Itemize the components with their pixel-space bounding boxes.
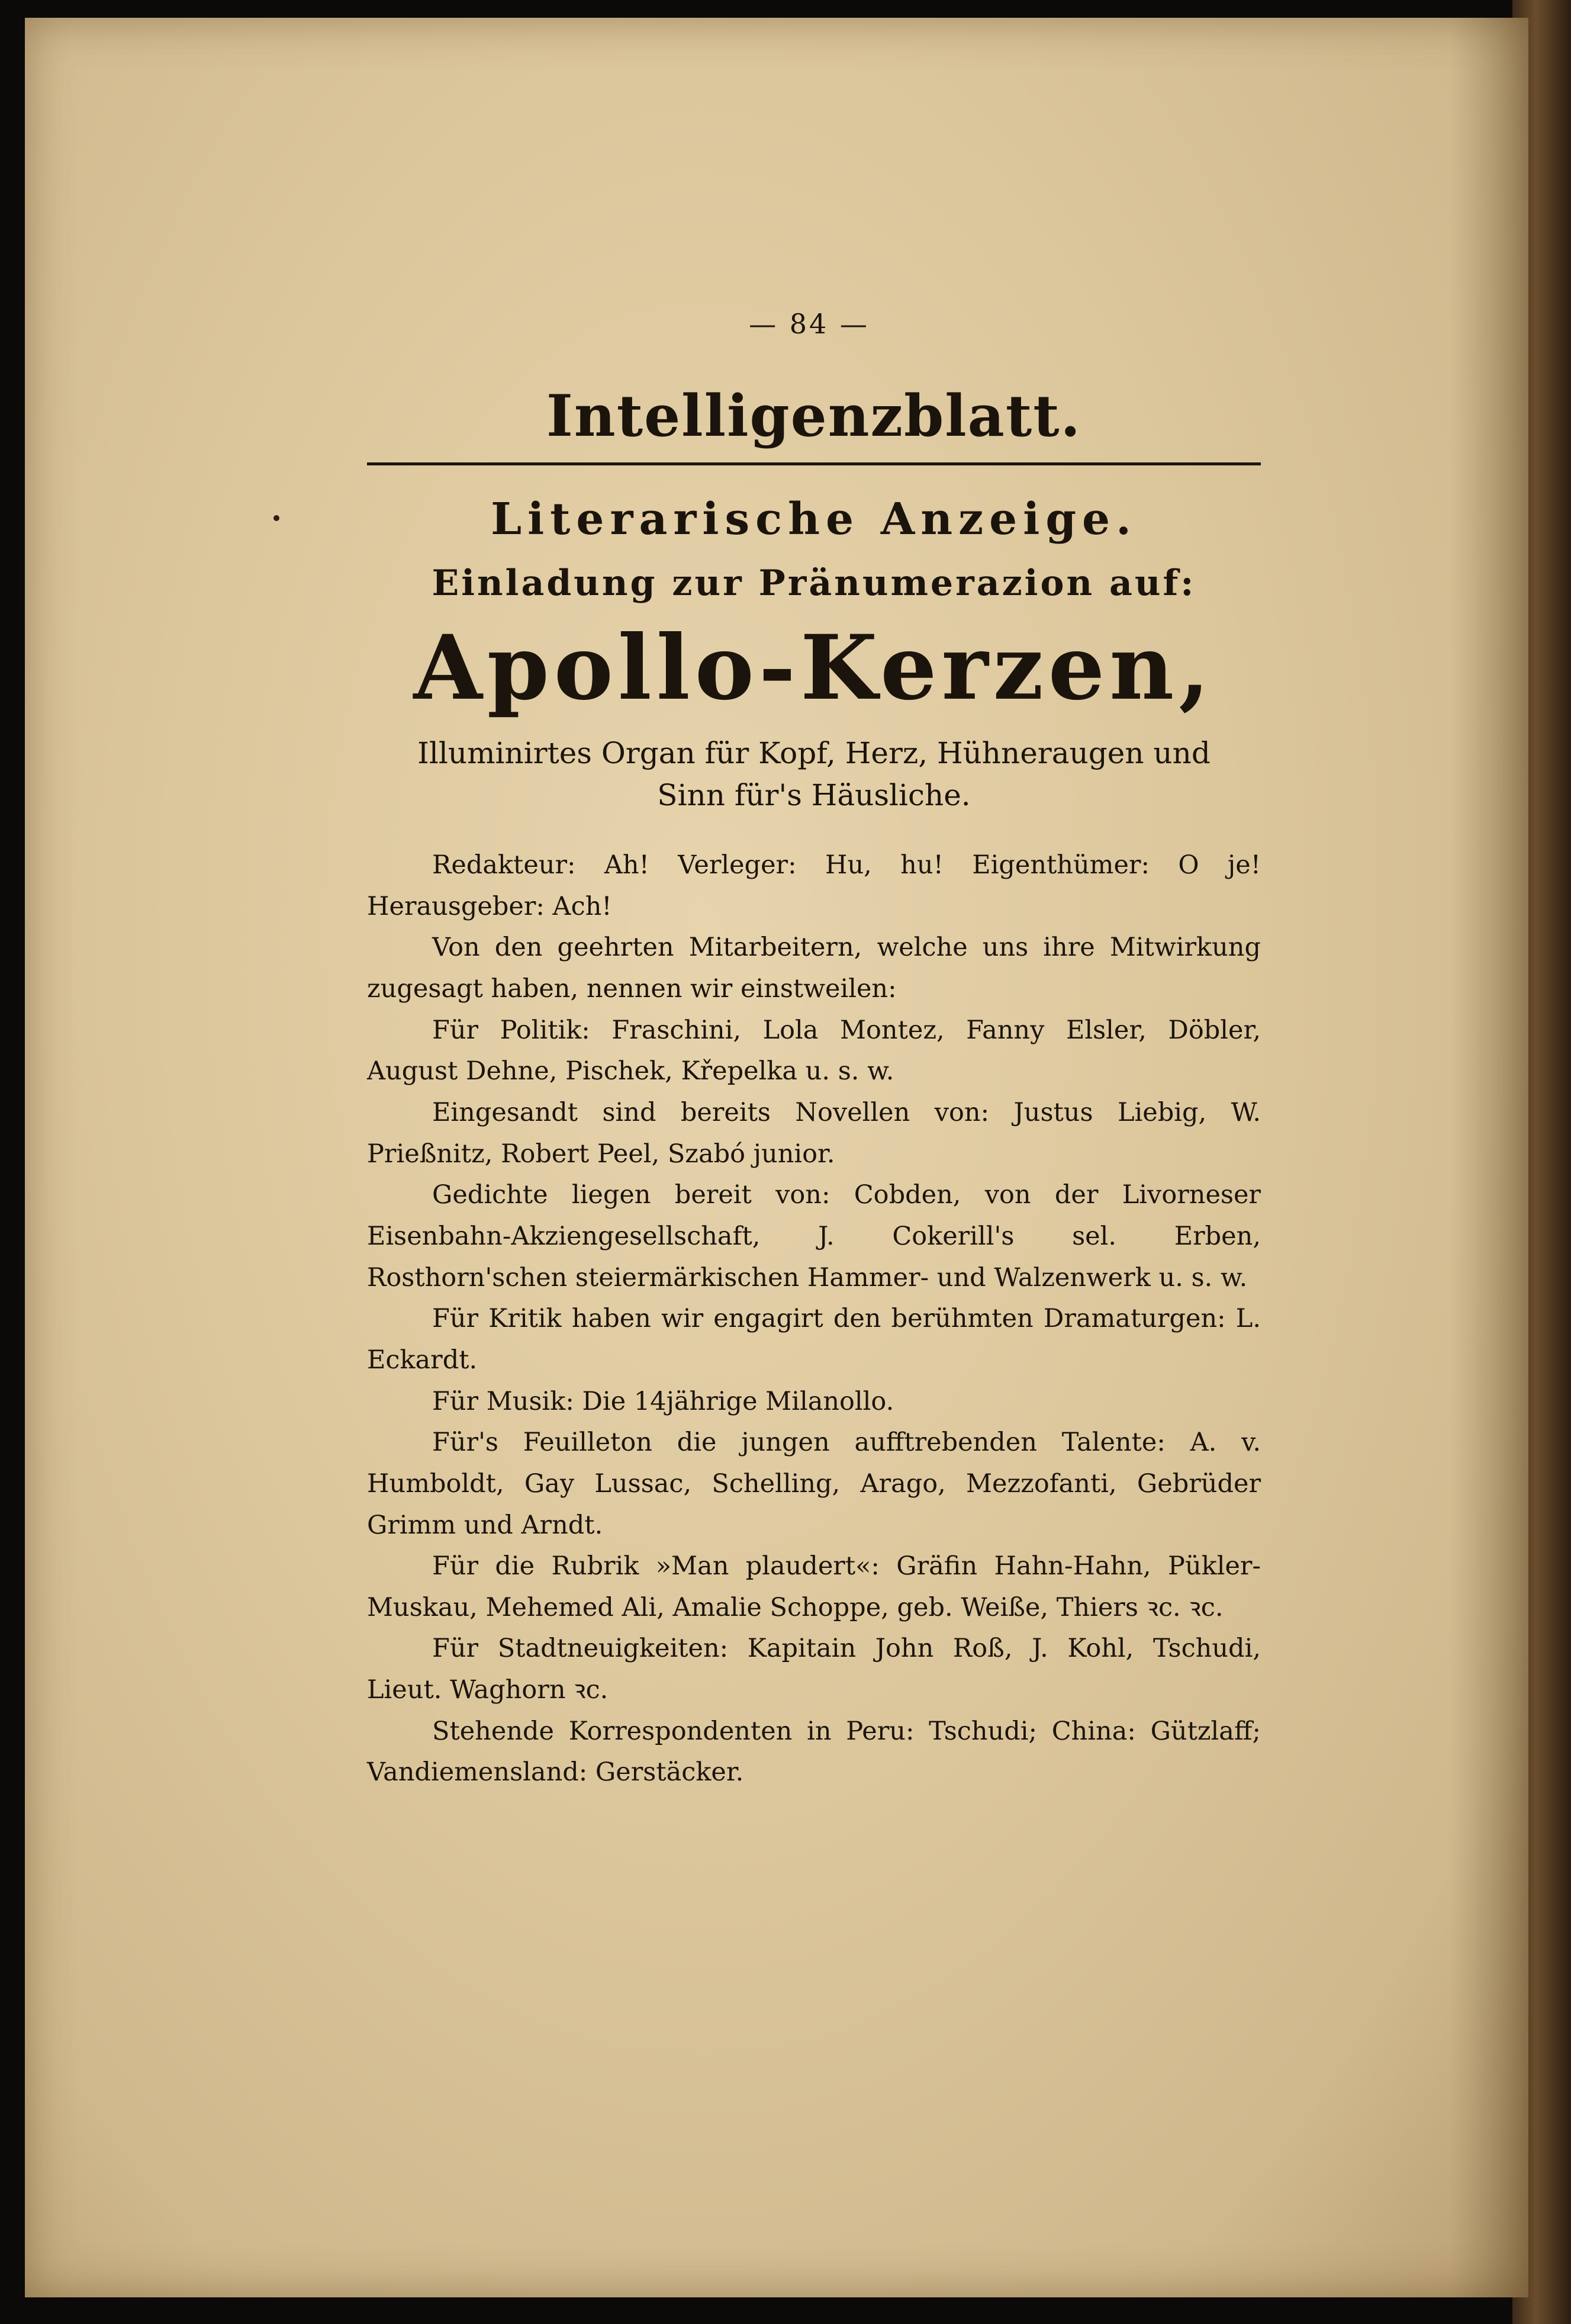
paragraph-politics: Für Politik: Fraschini, Lola Montez, Fanny Elsler, Döbler, August Dehne, Pischek, Křepelka u. s. w. xyxy=(367,1015,1261,1087)
section-title: Intelligenzblatt. xyxy=(546,382,1081,449)
paragraph-rubric: Für die Rubrik »Man plaudert«: Gräfin Hahn-Hahn, Pükler-Muskau, Mehemed Ali, Amalie Schoppe, geb. Weiße, Thiers ꝛc. ꝛc. xyxy=(367,1551,1261,1622)
ink-spot xyxy=(273,515,279,521)
paragraph-contributors-intro: Von den geehrten Mitarbeitern, welche uns ihre Mitwirkung zugesagt haben, nennen wir einstweilen: xyxy=(367,933,1261,1004)
paragraph-feuilleton: Für's Feuilleton die jungen aufftrebenden Talente: A. v. Humboldt, Gay Lussac, Schelling, Arago, Mezzofanti, Gebrüder Grimm und Arndt. xyxy=(367,1428,1261,1540)
paragraph-novellas: Eingesandt sind bereits Novellen von: Justus Liebig, W. Prießnitz, Robert Peel, Szabó junior. xyxy=(367,1097,1261,1169)
paragraph-city-news: Für Stadtneuigkeiten: Kapitain John Roß, J. Kohl, Tschudi, Lieut. Waghorn ꝛc. xyxy=(367,1634,1261,1705)
page-fold-shadow xyxy=(1450,18,1528,2297)
section-divider xyxy=(367,462,1261,465)
article-body xyxy=(367,845,1261,1793)
paragraph-staff: Redakteur: Ah! Verleger: Hu, hu! Eigenthümer: O je! Herausgeber: Ach! xyxy=(367,850,1261,921)
page-content xyxy=(367,308,1261,1793)
paragraph-correspondents: Stehende Korrespondenten in Peru: Tschudi; China: Gützlaff; Vandiemensland: Gerstäcker. xyxy=(367,1716,1261,1788)
invitation-heading: Einladung zur Pränumerazion auf: xyxy=(432,562,1196,604)
paragraph-music: Für Musik: Die 14jährige Milanollo. xyxy=(432,1386,894,1416)
page-number: — 84 — xyxy=(749,308,870,340)
paragraph-criticism: Für Kritik haben wir engagirt den berühmten Dramaturgen: L. Eckardt. xyxy=(367,1304,1261,1375)
subtitle: Illuminirtes Organ für Kopf, Herz, Hühneraugen und Sinn für's Häusliche. xyxy=(417,736,1211,812)
announcement-heading: Literarische Anzeige. xyxy=(491,494,1137,545)
paragraph-poems: Gedichte liegen bereit von: Cobden, von der Livorneser Eisenbahn-Akziengesellschaft, J. Cokerill's sel. Erben, Rosthorn'schen steiermärkischen Hammer- und Walzenwerk u. s. w. xyxy=(367,1180,1261,1293)
main-title: Apollo-Kerzen, xyxy=(413,616,1215,720)
